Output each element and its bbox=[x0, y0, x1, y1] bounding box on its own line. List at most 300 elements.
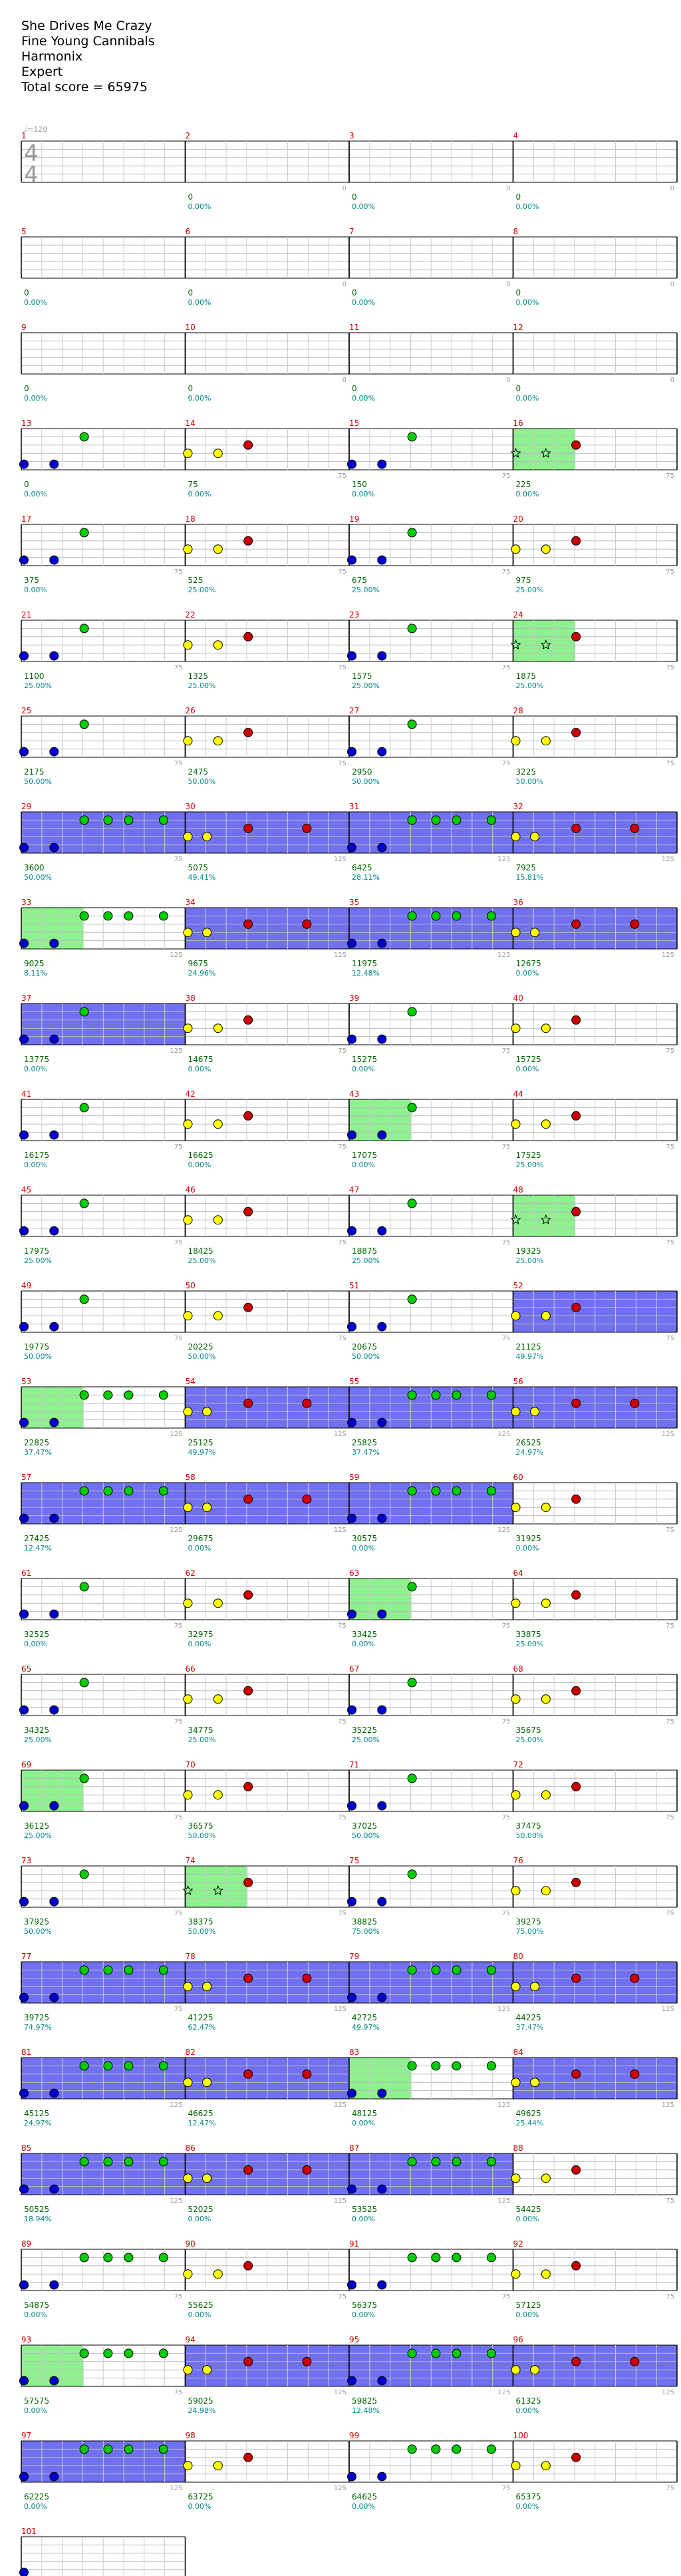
kick-gem bbox=[20, 2281, 29, 2289]
yellow-gem bbox=[541, 2174, 550, 2183]
kick-gem bbox=[348, 1897, 356, 1906]
cumulative-score: 36125 bbox=[24, 1821, 50, 1831]
kick-gem bbox=[20, 2472, 29, 2481]
measure-base-score: 75 bbox=[174, 2389, 183, 2396]
green-gem bbox=[408, 2062, 416, 2070]
measure-base-score: 125 bbox=[333, 1431, 346, 1438]
kick-gem bbox=[378, 2089, 386, 2098]
yellow-gem bbox=[203, 928, 211, 937]
measure-number: 100 bbox=[513, 2431, 529, 2440]
red-gem bbox=[572, 728, 581, 737]
measure-base-score: 75 bbox=[338, 1239, 346, 1246]
red-gem bbox=[244, 824, 253, 832]
green-gem bbox=[104, 2157, 112, 2166]
measure-base-score: 75 bbox=[666, 664, 674, 671]
measure-61 bbox=[20, 1578, 186, 1620]
kick-gem bbox=[20, 1610, 29, 1618]
measure-number: 64 bbox=[513, 1568, 523, 1578]
measure-63 bbox=[348, 1578, 513, 1620]
measure-92 bbox=[511, 2249, 677, 2291]
green-gem bbox=[80, 720, 88, 729]
overdrive-percent: 28.11% bbox=[352, 873, 380, 882]
measure-49 bbox=[20, 1291, 186, 1332]
measure-base-score: 75 bbox=[666, 1622, 674, 1630]
kick-gem bbox=[348, 1322, 356, 1331]
kick-gem bbox=[50, 1035, 59, 1043]
green-gem bbox=[452, 2062, 461, 2070]
cumulative-score: 0 bbox=[24, 288, 29, 297]
overdrive-percent: 0.00% bbox=[24, 394, 47, 403]
measure-30 bbox=[184, 812, 349, 853]
measure-base-score: 75 bbox=[501, 1622, 511, 1630]
kick-gem bbox=[348, 2376, 356, 2385]
measure-base-score: 75 bbox=[666, 472, 674, 480]
overdrive-percent: 0.00% bbox=[352, 1065, 375, 1073]
red-gem bbox=[630, 1399, 639, 1407]
measure-number: 9 bbox=[21, 323, 27, 332]
measure-74 bbox=[186, 1866, 350, 1907]
kick-gem bbox=[348, 1035, 356, 1043]
measure-71 bbox=[348, 1770, 513, 1811]
measure-45 bbox=[20, 1195, 186, 1236]
overdrive-percent: 0.00% bbox=[24, 1065, 47, 1073]
overdrive-percent: 0.00% bbox=[352, 298, 375, 307]
green-gem bbox=[80, 816, 88, 825]
red-gem bbox=[572, 2357, 581, 2366]
kick-gem bbox=[50, 1131, 59, 1139]
green-gem bbox=[408, 1487, 416, 1495]
overdrive-percent: 25.00% bbox=[515, 586, 544, 594]
measure-number: 66 bbox=[185, 1664, 196, 1674]
kick-gem bbox=[348, 2281, 356, 2289]
measure-52 bbox=[511, 1291, 677, 1332]
kick-gem bbox=[50, 2281, 59, 2289]
measure-100 bbox=[511, 2441, 677, 2482]
overdrive-percent: 0.00% bbox=[352, 2502, 375, 2511]
measure-base-score: 75 bbox=[666, 2293, 674, 2300]
measure-80 bbox=[511, 1962, 677, 2003]
measure-base-score: 75 bbox=[174, 2006, 183, 2013]
measure-base-score: 75 bbox=[174, 1335, 183, 1342]
measure-number: 46 bbox=[185, 1185, 196, 1195]
measure-number: 81 bbox=[21, 2048, 32, 2057]
measure-60 bbox=[511, 1483, 677, 1524]
measure-number: 40 bbox=[513, 994, 523, 1003]
yellow-gem bbox=[184, 2174, 192, 2183]
measure-base-score: 75 bbox=[666, 1718, 674, 1726]
overdrive-percent: 12.48% bbox=[352, 2406, 380, 2415]
measure-82 bbox=[184, 2058, 349, 2099]
measure-number: 80 bbox=[513, 1952, 523, 1961]
red-gem bbox=[244, 536, 253, 545]
time-signature-top: 4 bbox=[24, 140, 39, 167]
green-gem bbox=[124, 912, 133, 920]
overdrive-percent: 8.11% bbox=[24, 969, 47, 978]
kick-gem bbox=[50, 1706, 59, 1714]
cumulative-score: 30575 bbox=[352, 1534, 378, 1543]
measure-59 bbox=[348, 1483, 513, 1524]
yellow-gem bbox=[184, 2078, 192, 2087]
yellow-gem bbox=[213, 1024, 222, 1033]
red-gem bbox=[244, 1974, 253, 1982]
measure-number: 13 bbox=[21, 419, 32, 428]
measure-98 bbox=[184, 2441, 349, 2482]
measure-base-score: 125 bbox=[333, 2389, 346, 2396]
yellow-gem bbox=[203, 1407, 211, 1416]
kick-gem bbox=[20, 460, 29, 468]
measure-number: 95 bbox=[349, 2335, 360, 2344]
cumulative-score: 5075 bbox=[188, 863, 209, 872]
measure-number: 78 bbox=[185, 1952, 196, 1961]
yellow-gem bbox=[213, 2462, 222, 2470]
yellow-gem bbox=[203, 2366, 211, 2374]
measure-base-score: 75 bbox=[338, 1910, 346, 1917]
cumulative-score: 53525 bbox=[352, 2205, 378, 2214]
measure-85 bbox=[20, 2153, 186, 2195]
measure-number: 20 bbox=[513, 514, 523, 524]
measure-base-score: 125 bbox=[497, 2197, 511, 2205]
overdrive-percent: 75.00% bbox=[515, 1927, 544, 1936]
cumulative-score: 25125 bbox=[188, 1438, 213, 1447]
measure-number: 79 bbox=[349, 1952, 360, 1961]
cumulative-score: 57125 bbox=[515, 2300, 541, 2310]
measure-number: 44 bbox=[513, 1089, 523, 1099]
measure-3 bbox=[349, 141, 513, 182]
green-gem bbox=[80, 1487, 88, 1495]
green-gem bbox=[432, 912, 440, 920]
green-gem bbox=[432, 2445, 440, 2454]
green-gem bbox=[432, 2157, 440, 2166]
measure-number: 59 bbox=[349, 1473, 360, 1482]
measure-number: 39 bbox=[349, 994, 360, 1003]
overdrive-percent: 0.00% bbox=[515, 394, 539, 403]
overdrive-percent: 0.00% bbox=[24, 2502, 47, 2511]
yellow-gem bbox=[213, 1695, 222, 1704]
overdrive-percent: 0.00% bbox=[352, 2215, 375, 2223]
measure-base-score: 75 bbox=[666, 1143, 674, 1151]
green-gem bbox=[80, 624, 88, 633]
yellow-gem bbox=[213, 1216, 222, 1224]
yellow-gem bbox=[511, 2270, 520, 2279]
cumulative-score: 48125 bbox=[352, 2109, 378, 2118]
measure-number: 83 bbox=[349, 2048, 360, 2057]
overdrive-percent: 25.00% bbox=[188, 681, 216, 690]
overdrive-percent: 0.00% bbox=[188, 1161, 211, 1169]
green-gem bbox=[408, 2445, 416, 2454]
red-gem bbox=[572, 1111, 581, 1120]
kick-gem bbox=[378, 1035, 386, 1043]
yellow-gem bbox=[541, 2462, 550, 2470]
overdrive-percent: 0.00% bbox=[352, 202, 375, 211]
cumulative-score: 33425 bbox=[352, 1630, 378, 1639]
green-gem bbox=[80, 912, 88, 920]
cumulative-score: 9025 bbox=[24, 959, 45, 968]
cumulative-score: 15725 bbox=[515, 1055, 541, 1064]
measure-number: 37 bbox=[21, 994, 32, 1003]
cumulative-score: 50525 bbox=[24, 2205, 50, 2214]
green-gem bbox=[408, 2253, 416, 2262]
measure-number: 61 bbox=[21, 1568, 32, 1578]
kick-gem bbox=[50, 1610, 59, 1618]
measure-77 bbox=[20, 1962, 186, 2003]
cumulative-score: 37925 bbox=[24, 1917, 50, 1927]
overdrive-percent: 25.00% bbox=[515, 1640, 544, 1648]
red-gem bbox=[572, 441, 581, 449]
overdrive-percent: 25.00% bbox=[188, 586, 216, 594]
red-gem bbox=[630, 2357, 639, 2366]
measure-base-score: 75 bbox=[501, 1910, 511, 1917]
kick-gem bbox=[378, 1993, 386, 2002]
measure-base-score: 125 bbox=[661, 2389, 674, 2396]
green-gem bbox=[104, 1487, 112, 1495]
yellow-gem bbox=[511, 2366, 520, 2374]
overdrive-percent: 0.00% bbox=[515, 2406, 539, 2415]
cumulative-score: 41225 bbox=[188, 2013, 213, 2022]
green-gem bbox=[408, 1199, 416, 1208]
measure-65 bbox=[20, 1674, 186, 1716]
measure-base-score: 75 bbox=[666, 760, 674, 767]
red-gem bbox=[572, 2070, 581, 2078]
green-gem bbox=[452, 1391, 461, 1399]
cumulative-score: 36575 bbox=[188, 1821, 213, 1831]
kick-gem bbox=[20, 651, 29, 660]
total-score: Total score = 65975 bbox=[21, 80, 148, 94]
green-gem bbox=[408, 1295, 416, 1304]
red-gem bbox=[303, 824, 311, 832]
cumulative-score: 42725 bbox=[352, 2013, 378, 2022]
kick-gem bbox=[20, 1226, 29, 1235]
measure-20 bbox=[511, 524, 677, 566]
measure-base-score: 75 bbox=[666, 2485, 674, 2492]
yellow-gem bbox=[184, 2270, 192, 2279]
measure-number: 47 bbox=[349, 1185, 360, 1195]
cumulative-score: 0 bbox=[515, 384, 521, 393]
measure-64 bbox=[511, 1578, 677, 1620]
measure-base-score: 0 bbox=[670, 377, 674, 384]
overdrive-percent: 25.00% bbox=[352, 1256, 380, 1265]
overdrive-percent: 50.00% bbox=[352, 777, 380, 786]
cumulative-score: 59825 bbox=[352, 2396, 378, 2406]
cumulative-score: 150 bbox=[352, 480, 367, 489]
overdrive-percent: 25.00% bbox=[24, 1831, 52, 1840]
green-gem bbox=[80, 1774, 88, 1783]
measure-number: 23 bbox=[349, 610, 360, 620]
overdrive-percent: 62.47% bbox=[188, 2023, 216, 2032]
measure-number: 86 bbox=[185, 2143, 196, 2153]
measure-94 bbox=[184, 2345, 349, 2386]
measure-40 bbox=[511, 1004, 677, 1045]
cumulative-score: 26525 bbox=[515, 1438, 541, 1447]
cumulative-score: 34325 bbox=[24, 1726, 50, 1735]
cumulative-score: 3600 bbox=[24, 863, 45, 872]
activation-zone bbox=[513, 429, 576, 470]
cumulative-score: 11975 bbox=[352, 959, 378, 968]
measure-base-score: 75 bbox=[501, 2485, 511, 2492]
measure-number: 53 bbox=[21, 1377, 32, 1386]
green-gem bbox=[432, 1391, 440, 1399]
overdrive-percent: 0.00% bbox=[188, 2502, 211, 2511]
overdrive-percent: 25.00% bbox=[515, 1736, 544, 1744]
measure-35 bbox=[348, 908, 513, 949]
overdrive-percent: 37.47% bbox=[24, 1448, 52, 1457]
measure-base-score: 75 bbox=[174, 856, 183, 863]
measure-25 bbox=[20, 716, 186, 757]
kick-gem bbox=[50, 1322, 59, 1331]
measure-number: 7 bbox=[349, 227, 354, 236]
kick-gem bbox=[50, 1226, 59, 1235]
overdrive-percent: 0.00% bbox=[188, 1640, 211, 1648]
green-gem bbox=[159, 2157, 168, 2166]
cumulative-score: 35225 bbox=[352, 1726, 378, 1735]
overdrive-percent: 0.00% bbox=[352, 1161, 375, 1169]
green-gem bbox=[104, 816, 112, 825]
measure-number: 5 bbox=[21, 227, 27, 236]
cumulative-score: 2175 bbox=[24, 767, 45, 777]
measure-83 bbox=[348, 2058, 513, 2099]
kick-gem bbox=[348, 939, 356, 948]
measure-base-score: 125 bbox=[497, 1527, 511, 1534]
overdrive-percent: 24.97% bbox=[24, 2119, 52, 2127]
measure-31 bbox=[348, 812, 513, 853]
red-gem bbox=[572, 1303, 581, 1312]
yellow-gem bbox=[511, 1599, 520, 1608]
measure-number: 10 bbox=[185, 323, 196, 332]
yellow-gem bbox=[511, 1791, 520, 1799]
measure-base-score: 125 bbox=[333, 2102, 346, 2109]
measure-base-score: 125 bbox=[170, 2197, 183, 2205]
measure-95 bbox=[348, 2345, 513, 2386]
measure-70 bbox=[184, 1770, 349, 1811]
overdrive-percent: 25.00% bbox=[352, 1736, 380, 1744]
overdrive-percent: 25.00% bbox=[24, 1256, 52, 1265]
overdrive-percent: 25.00% bbox=[515, 1161, 544, 1169]
measure-number: 74 bbox=[185, 1856, 196, 1865]
kick-gem bbox=[50, 2185, 59, 2193]
yellow-gem bbox=[213, 449, 222, 458]
measure-base-score: 75 bbox=[174, 568, 183, 576]
overdrive-percent: 25.00% bbox=[188, 1736, 216, 1744]
yellow-gem bbox=[541, 1024, 550, 1033]
measure-base-score: 0 bbox=[670, 185, 674, 192]
measure-base-score: 75 bbox=[338, 760, 346, 767]
kick-gem bbox=[50, 1801, 59, 1810]
measure-base-score: 75 bbox=[501, 1814, 511, 1821]
cumulative-score: 32975 bbox=[188, 1630, 213, 1639]
green-gem bbox=[408, 1870, 416, 1879]
green-gem bbox=[124, 816, 133, 825]
yellow-gem bbox=[203, 832, 211, 841]
measure-base-score: 125 bbox=[661, 2102, 674, 2109]
kick-gem bbox=[50, 1418, 59, 1427]
red-gem bbox=[572, 1495, 581, 1503]
cumulative-score: 46625 bbox=[188, 2109, 213, 2118]
measure-84 bbox=[511, 2058, 677, 2099]
kick-gem bbox=[20, 2568, 29, 2576]
kick-gem bbox=[378, 556, 386, 564]
measure-base-score: 0 bbox=[670, 281, 674, 288]
measure-number: 99 bbox=[349, 2431, 360, 2440]
cumulative-score: 225 bbox=[515, 480, 531, 489]
red-gem bbox=[303, 1974, 311, 1982]
red-gem bbox=[303, 2070, 311, 2078]
cumulative-score: 17075 bbox=[352, 1151, 378, 1160]
green-gem bbox=[80, 1199, 88, 1208]
measure-base-score: 0 bbox=[506, 185, 511, 192]
measure-number: 62 bbox=[185, 1568, 196, 1578]
yellow-gem bbox=[511, 2078, 520, 2087]
kick-gem bbox=[50, 651, 59, 660]
kick-gem bbox=[348, 1801, 356, 1810]
green-gem bbox=[80, 2157, 88, 2166]
yellow-gem bbox=[184, 1407, 192, 1416]
red-gem bbox=[630, 2070, 639, 2078]
green-gem bbox=[104, 2349, 112, 2358]
overdrive-percent: 0.00% bbox=[515, 2215, 539, 2223]
red-gem bbox=[244, 2453, 253, 2462]
cumulative-score: 52025 bbox=[188, 2205, 213, 2214]
measure-base-score: 125 bbox=[497, 2102, 511, 2109]
cumulative-score: 59025 bbox=[188, 2396, 213, 2406]
cumulative-score: 675 bbox=[352, 576, 367, 585]
measure-16 bbox=[513, 429, 678, 470]
yellow-gem bbox=[184, 1503, 192, 1512]
measure-50 bbox=[184, 1291, 349, 1332]
measure-47 bbox=[348, 1195, 513, 1236]
green-gem bbox=[159, 1966, 168, 1974]
yellow-gem bbox=[203, 2078, 211, 2087]
yellow-gem bbox=[541, 1695, 550, 1704]
green-gem bbox=[124, 1391, 133, 1399]
kick-gem bbox=[20, 1131, 29, 1139]
red-gem bbox=[572, 824, 581, 832]
green-gem bbox=[159, 2349, 168, 2358]
cumulative-score: 61325 bbox=[515, 2396, 541, 2406]
overdrive-percent: 0.00% bbox=[352, 1544, 375, 1553]
measure-base-score: 125 bbox=[170, 1527, 183, 1534]
kick-gem bbox=[20, 747, 29, 756]
red-gem bbox=[244, 1399, 253, 1407]
red-gem bbox=[303, 2357, 311, 2366]
overdrive-percent: 0.00% bbox=[515, 490, 539, 498]
cumulative-score: 55625 bbox=[188, 2300, 213, 2310]
measure-15 bbox=[348, 429, 513, 470]
green-gem bbox=[80, 2349, 88, 2358]
yellow-gem bbox=[541, 737, 550, 745]
measure-base-score: 125 bbox=[170, 2485, 183, 2492]
green-gem bbox=[124, 2445, 133, 2454]
measure-number: 25 bbox=[21, 706, 32, 715]
green-gem bbox=[452, 1487, 461, 1495]
measure-number: 67 bbox=[349, 1664, 360, 1674]
measure-number: 87 bbox=[349, 2143, 360, 2153]
green-gem bbox=[432, 1487, 440, 1495]
kick-gem bbox=[50, 2472, 59, 2481]
measure-base-score: 75 bbox=[501, 1239, 511, 1246]
yellow-gem bbox=[213, 545, 222, 554]
measure-base-score: 75 bbox=[338, 1718, 346, 1726]
cumulative-score: 2950 bbox=[352, 767, 372, 777]
red-gem bbox=[244, 2165, 253, 2174]
overdrive-percent: 0.00% bbox=[515, 1544, 539, 1553]
measure-base-score: 75 bbox=[666, 1910, 674, 1917]
yellow-gem bbox=[511, 1887, 520, 1895]
measure-18 bbox=[184, 524, 349, 566]
yellow-gem bbox=[541, 1791, 550, 1799]
cumulative-score: 34775 bbox=[188, 1726, 213, 1735]
measure-7 bbox=[349, 237, 513, 278]
yellow-gem bbox=[184, 545, 192, 554]
green-gem bbox=[124, 1487, 133, 1495]
